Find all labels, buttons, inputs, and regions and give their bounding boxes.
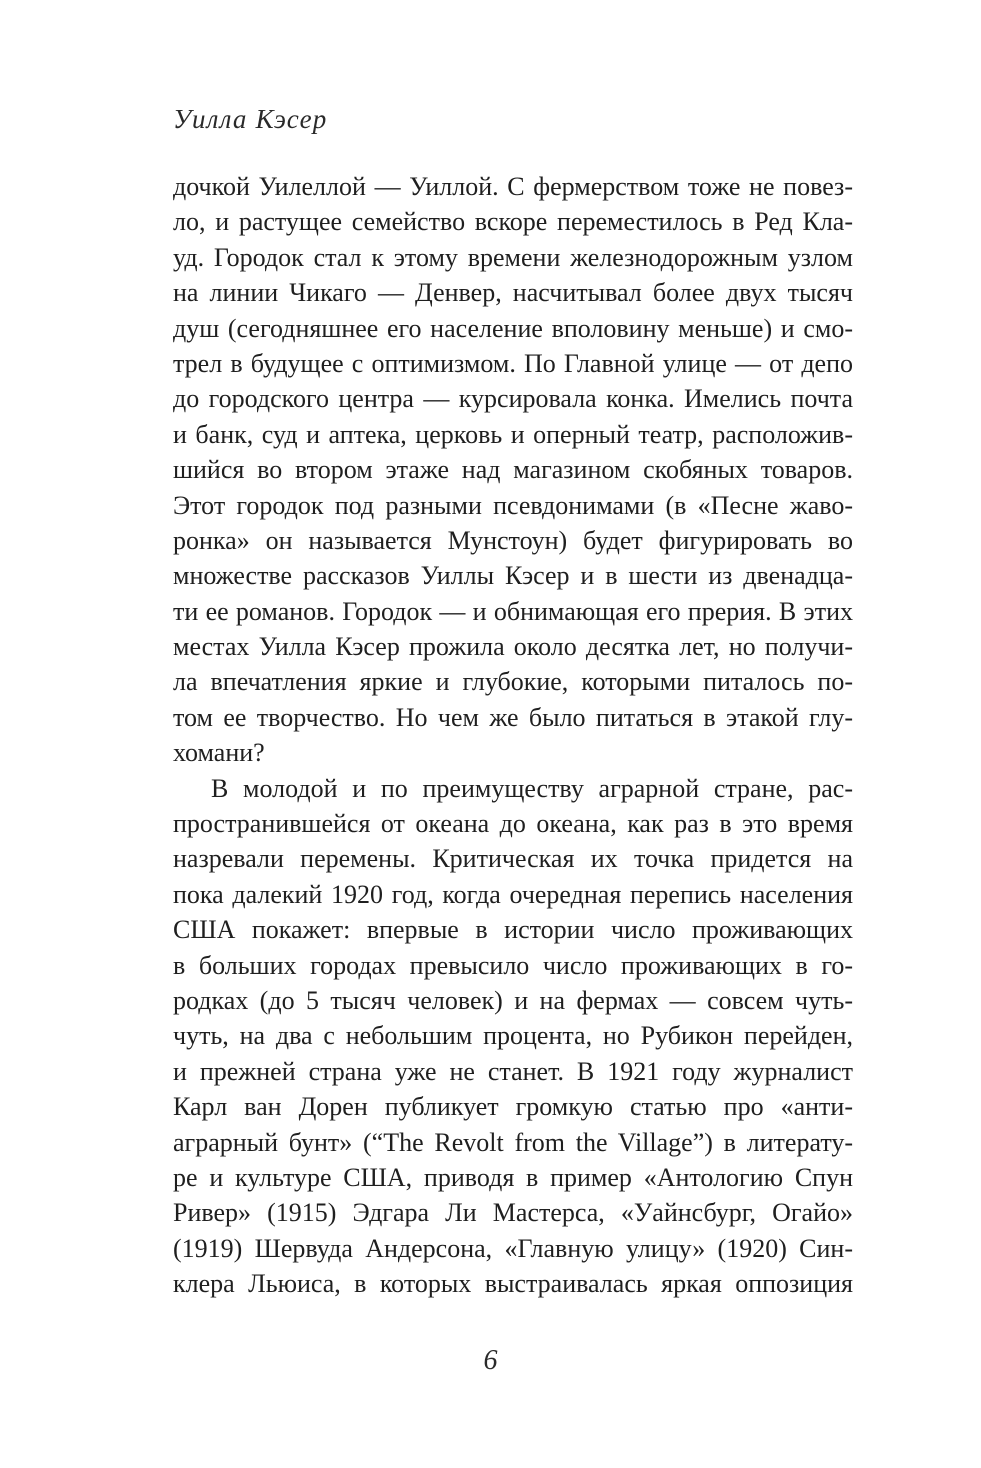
text-line: ре и культуре США, приводя в пример «Антологию Спун — [173, 1162, 853, 1192]
text-line: ла впечатления яркие и глубокие, которыми питалось по- — [173, 667, 853, 697]
text-line: назревали перемены. Критическая их точка придется на — [173, 844, 853, 874]
text-line: (1919) Шервуда Андерсона, «Главную улицу» (1920) Син- — [173, 1233, 853, 1263]
text-line: и банк, суд и аптека, церковь и оперный театр, расположив- — [173, 419, 853, 449]
body-text — [173, 169, 853, 1302]
text-line: В молодой и по преимуществу аграрной стране, рас- — [211, 773, 853, 803]
text-line: аграрный бунт» (“The Revolt from the Village”) в литерату- — [173, 1127, 853, 1157]
text-line: чуть, на два с небольшим процента, но Рубикон перейден, — [173, 1021, 853, 1051]
text-line: на линии Чикаго — Денвер, насчитывал более двух тысяч — [173, 278, 853, 308]
text-line: ти ее романов. Городок — и обнимающая его прерия. В этих — [173, 596, 853, 626]
text-line: душ (сегодняшнее его население вполовину меньше) и смо- — [173, 313, 853, 343]
text-line: родках (до 5 тысяч человек) и на фермах — совсем чуть- — [173, 985, 853, 1015]
text-line: США покажет: впервые в истории число проживающих — [173, 915, 853, 945]
text-line: том ее творчество. Но чем же было питаться в этакой глу- — [173, 702, 853, 732]
text-line: хомани? — [173, 738, 265, 768]
text-line: местах Уилла Кэсер прожила около десятка лет, но получи- — [173, 632, 853, 662]
text-line: ло, и растущее семейство вскоре переместилось в Ред Кла- — [173, 207, 853, 237]
text-line: Ривер» (1915) Эдгара Ли Мастерса, «Уайнсбург, Огайо» — [173, 1198, 853, 1228]
text-line: множестве рассказов Уиллы Кэсер и в шести из двенадца- — [173, 561, 853, 591]
text-line: в больших городах превысило число проживающих в го- — [173, 950, 853, 980]
text-line: до городского центра — курсировала конка. Имелись почта — [173, 384, 853, 414]
text-line: дочкой Уилеллой — Уиллой. С фермерством тоже не повез- — [173, 172, 853, 201]
text-line: пока далекий 1920 год, когда очередная перепись населения — [173, 879, 853, 909]
text-line: Этот городок под разными псевдонимами (в «Песне жаво- — [173, 490, 853, 520]
running-head-author: Уилла Кэсер — [173, 104, 328, 134]
text-line: клера Льюиса, в которых выстраивалась яркая оппозиция — [173, 1269, 853, 1299]
text-line: трел в будущее с оптимизмом. По Главной улице — от депо — [173, 348, 853, 378]
text-line: ронка» он называется Мунстоун) будет фигурировать во — [173, 525, 853, 555]
text-line: шийся во втором этаже над магазином скобяных товаров. — [173, 455, 853, 485]
page-number: 6 — [483, 1345, 498, 1376]
text-line: Карл ван Дорен публикует громкую статью про «анти- — [173, 1092, 853, 1122]
text-line: и прежней страна уже не станет. В 1921 году журналист — [173, 1056, 853, 1086]
text-line: уд. Городок стал к этому времени железнодорожным узлом — [173, 242, 853, 272]
text-line: пространившейся от океана до океана, как раз в это время — [173, 809, 853, 839]
